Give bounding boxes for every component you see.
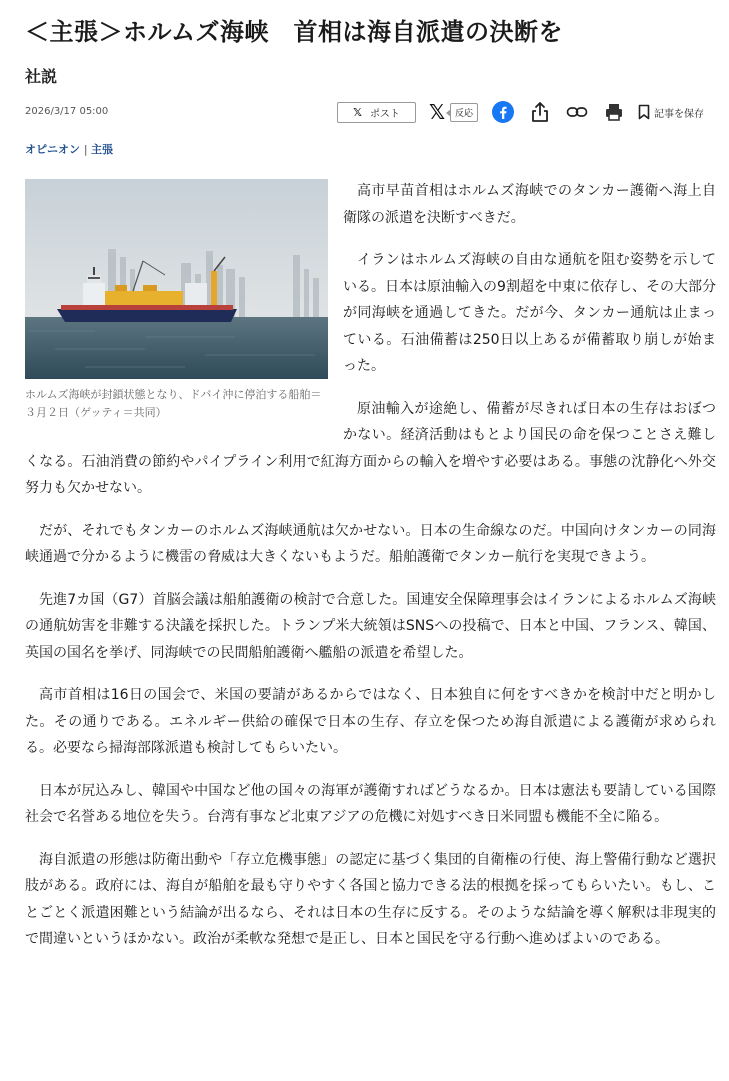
share-toolbar <box>337 100 704 124</box>
category-link-opinion[interactable]: オピニオン <box>25 143 80 156</box>
x-reaction-icon[interactable]: 𝕏 <box>428 100 446 124</box>
category-breadcrumb <box>25 141 113 157</box>
article-paragraph: 海自派遣の形態は防衛出動や「存立危機事態」の認定に基づく集団的自衛権の行使、海上警備行動など選択肢がある。政府には、海自が船舶を最も守りやすく各国と協力できる法的根拠を採ってもらいたい。もし、ことごとく派遣困難という結論が出るなら、それは日本の生存に反する。そのような結論を導く解釈は非現実的で間違いというほかない。政治が柔軟な発想で是正し、日本と国民を守る行動へ進めばよいのである。 <box>25 851 716 947</box>
x-logo-icon: 𝕏 <box>353 105 362 119</box>
article-byline: 社説 <box>25 67 58 86</box>
facebook-share-button[interactable] <box>491 100 515 124</box>
article-paragraph: 高市早苗首相はホルムズ海峡でのタンカー護衛へ海上自衛隊の派遣を決断すべきだ。 <box>343 183 716 226</box>
article-paragraph: だが、それでもタンカーのホルムズ海峡通航は欠かせない。日本の生命線なのだ。中国向けタンカーの同海峡通過で分かるように機雷の脅威は大きくないもようだ。船舶護衛でタンカー航行を実現できよう。 <box>25 522 716 565</box>
category-link-editorial[interactable]: 主張 <box>91 143 114 156</box>
copy-link-button[interactable] <box>565 100 589 124</box>
article-timestamp: 2026/3/17 05:00 <box>25 106 109 117</box>
save-article-label: 記事を保存 <box>654 108 705 120</box>
print-button[interactable] <box>602 100 626 124</box>
link-icon <box>566 105 588 119</box>
article-paragraph: 原油輸入が途絶し、備蓄が尽きれば日本の生存はおぼつかない。経済活動はもとより国民の命を保つことさえ難しくなる。石油消費の節約やパイプライン利用で紅海方面からの輸入を増やす必要はある。事態の沈静化へ外交努力も欠かせない。 <box>25 400 716 496</box>
article-body <box>25 178 716 969</box>
bookmark-icon <box>638 104 650 120</box>
save-article-button[interactable] <box>638 104 704 120</box>
article-paragraph: 日本が尻込みし、韓国や中国など他の国々の海軍が護衛すればどうなるか。日本は憲法も要請している国際社会で名誉ある地位を失う。台湾有事など北東アジアの危機に対処すべき日米同盟も機能不全に陥る。 <box>25 782 716 825</box>
article-headline: ＜主張＞ホルムズ海峡 首相は海自派遣の決断を <box>25 18 564 46</box>
article-paragraph: 高市首相は16日の国会で、米国の要請があるからではなく、日本独自に何をすべきかを検討中だと明かした。その通りである。エネルギー供給の確保で日本の生存、存立を保つため海自派遣による護衛が求められる。必要なら掃海部隊派遣も検討してもらいたい。 <box>25 687 716 756</box>
photo-caption: ホルムズ海峡が封鎖状態となり、ドバイ沖に停泊する船舶＝３月２日（ゲッティ＝共同） <box>25 388 322 419</box>
share-icon <box>530 101 550 123</box>
facebook-icon <box>492 101 514 123</box>
article-paragraph: 先進7カ国（G7）首脳会議は船舶護衛の検討で合意した。国連安全保障理事会はイランによるホルムズ海峡の通航妨害を非難する決議を採択した。トランプ米大統領はSNSへの投稿で、日本と中国、フランス、韓国、英国の国名を挙げ、同海峡での民間船舶護衛へ艦船の派遣を希望した。 <box>25 591 716 661</box>
article-paragraph: イランはホルムズ海峡の自由な通航を阻む姿勢を示している。日本は原油輸入の9割超を中東に依存し、その大部分が同海峡を通過してきた。だが今、タンカー通航は止まっている。石油備蓄は250日以上あるが備蓄取り崩しが始まった。 <box>343 252 716 374</box>
breadcrumb-separator: | <box>83 143 92 156</box>
share-button[interactable] <box>528 100 552 124</box>
print-icon <box>604 102 624 122</box>
post-to-x-button[interactable] <box>337 102 416 123</box>
post-button-label: ポスト <box>369 108 400 120</box>
reaction-count-button[interactable]: 反応 <box>450 103 478 122</box>
photo-wrap-spacer <box>25 178 343 434</box>
